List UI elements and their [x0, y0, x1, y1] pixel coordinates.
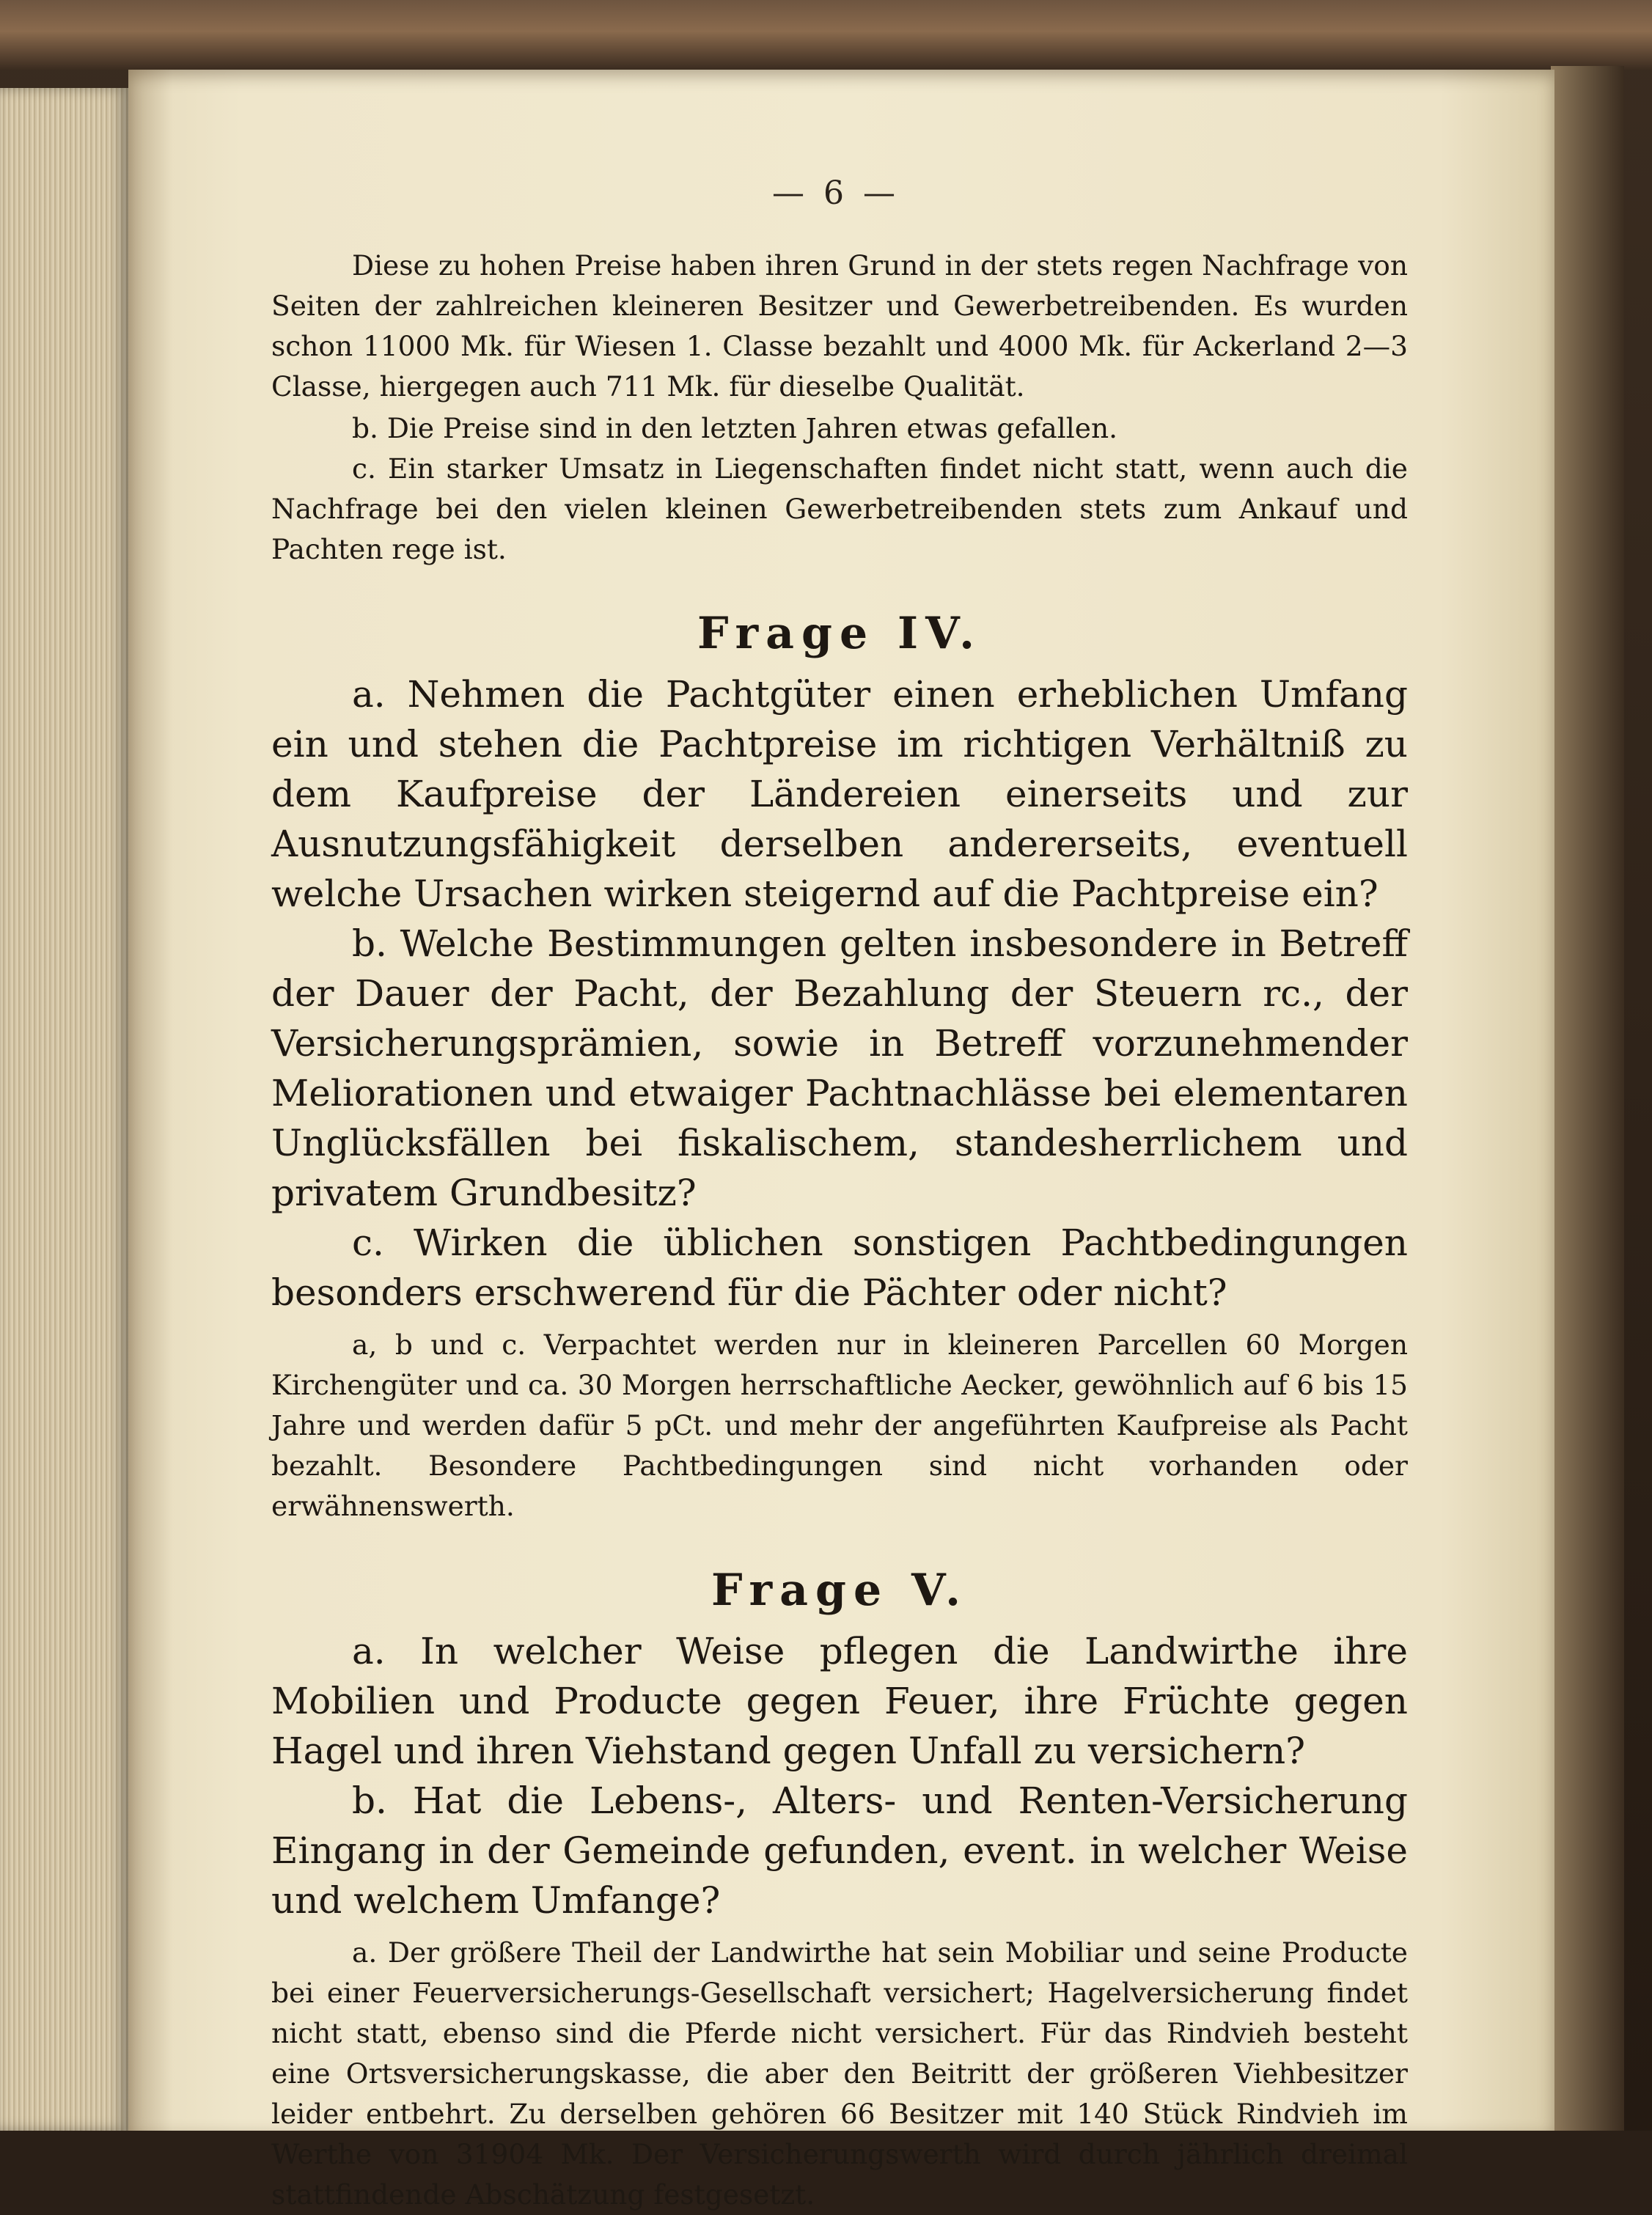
answer-c: c. Ein starker Umsatz in Liegenschaften findet nicht statt, wenn auch die Nachfrage bei den vielen kleinen Gewerbetreibenden stets zum Ankauf und Pachten rege ist.: [271, 452, 1408, 565]
frage-v-heading: Frage V.: [711, 1565, 968, 1616]
book-right-edge: [1551, 66, 1624, 2131]
book-top-edge: [0, 0, 1652, 70]
frage-v-question-b: b. Hat die Lebens-, Alters- und Renten-Versicherung Eingang in der Gemeinde gefunden, event. in welcher Weise und welchem Umfange?: [271, 1779, 1408, 1922]
page-text: [271, 246, 1408, 2215]
intro-paragraph: Diese zu hohen Preise haben ihren Grund in der stets regen Nachfrage von Seiten der zahlreichen kleineren Besitzer und Gewerbetreibenden. Es wurden schon 11000 Mk. für Wiesen 1. Classe bezahlt und 4000 Mk. für Ackerland 2—3 Classe, hiergegen auch 711 Mk. für dieselbe Qualität.: [271, 249, 1408, 403]
frage-iv-heading: Frage IV.: [697, 608, 983, 659]
answer-b: b. Die Preise sind in den letzten Jahren etwas gefallen.: [352, 412, 1118, 444]
frage-v-answer: a. Der größere Theil der Landwirthe hat sein Mobiliar und seine Producte bei einer Feuerversicherungs-Gesellschaft versichert; Hagelversicherung findet nicht statt, ebenso sind die Pferde nicht versichert. Für das Rindvieh besteht eine Ortsversicherungskasse, die aber den Beitritt der größeren Viehbesitzer leider entbehrt. Zu derselben gehören 66 Besitzer mit 140 Stück Rindvieh im Werthe von 31904 Mk. Der Versicherungswerth wird durch jährlich dreimal stattfindende Abschätzung festgesetzt.: [271, 1936, 1408, 2211]
page-number: — 6 —: [772, 175, 900, 212]
frage-iv-question-a: a. Nehmen die Pachtgüter einen erheblichen Umfang ein und stehen die Pachtpreise im richtigen Verhältniß zu dem Kaufpreise der Ländereien einerseits und zur Ausnutzungsfähigkeit derselben andererseits, eventuell welche Ursachen wirken steigernd auf die Pachtpreise ein?: [271, 673, 1408, 915]
frage-iv-answer: a, b und c. Verpachtet werden nur in kleineren Parcellen 60 Morgen Kirchengüter und ca. 30 Morgen herrschaftliche Aecker, gewöhnlich auf 6 bis 15 Jahre und werden dafür 5 pCt. und mehr der angeführten Kaufpreise als Pacht bezahlt. Besondere Pachtbedingungen sind nicht vorhanden oder erwähnenswerth.: [271, 1329, 1408, 1522]
frage-v-question-a: a. In welcher Weise pflegen die Landwirthe ihre Mobilien und Producte gegen Feuer, ihre Früchte gegen Hagel und ihren Viehstand gegen Unfall zu versichern?: [271, 1630, 1408, 1772]
frage-iv-question-c: c. Wirken die üblichen sonstigen Pachtbedingungen besonders erschwerend für die Pächter oder nicht?: [271, 1222, 1408, 1314]
page-stack-edge: [0, 88, 128, 2131]
frage-iv-question-b: b. Welche Bestimmungen gelten insbesondere in Betreff der Dauer der Pacht, der Bezahlung der Steuern rc., der Versicherungsprämien, sowie in Betreff vorzunehmender Meliorationen und etwaiger Pachtnachlässe bei elementaren Unglücksfällen bei fiskalischem, standesherrlichem und privatem Grundbesitz?: [271, 922, 1408, 1214]
